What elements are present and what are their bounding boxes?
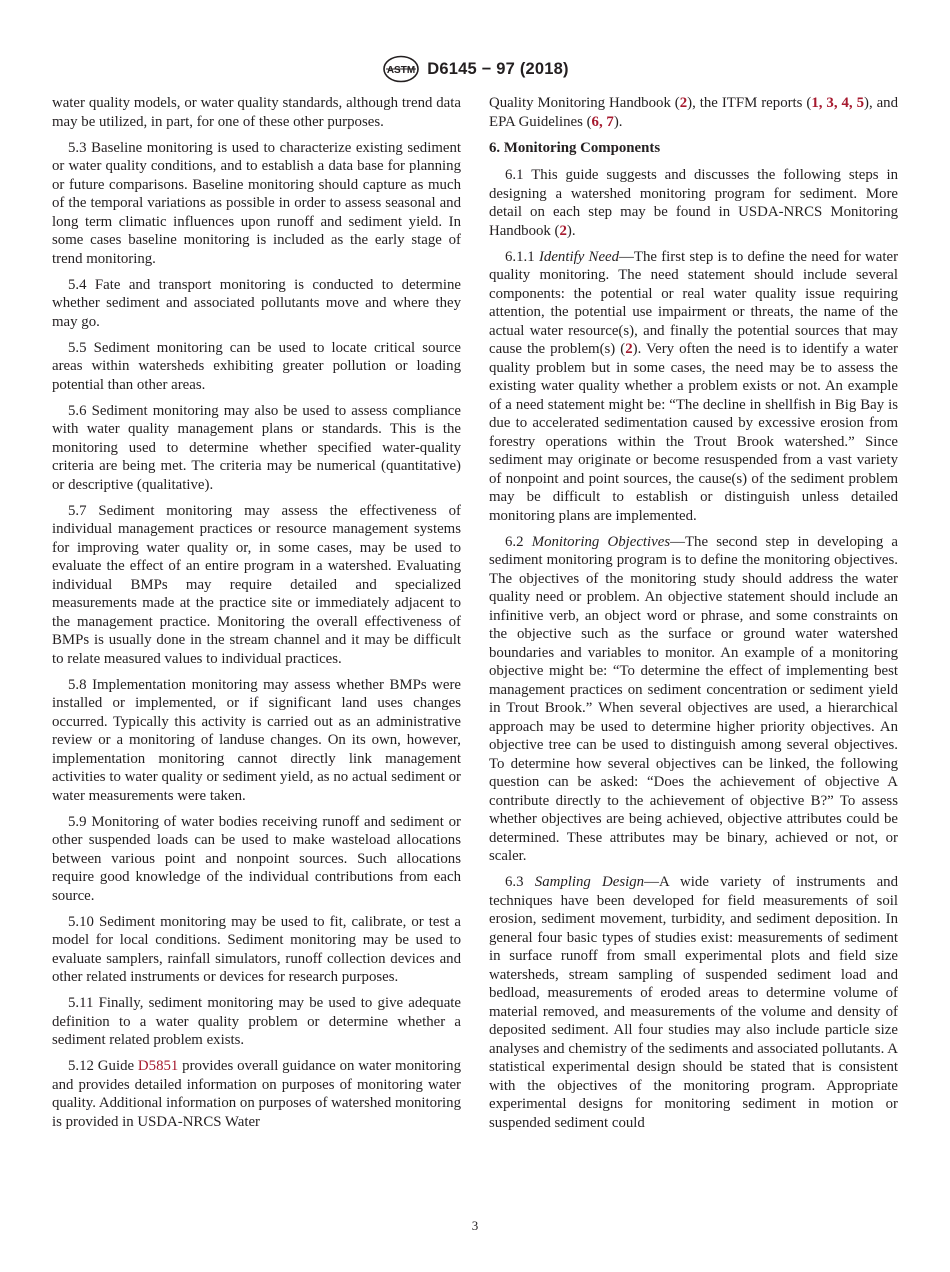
reference-link[interactable]: 4 (841, 95, 849, 111)
paragraph-6-1-1: 6.1.1 Identify Need—The first step is to define the need for water quality monitoring. The need statement should include several components: the potential or real water quality issue requiring attention, the potential use impairment or threats, the name of the actual water resource(s), and finally the potential sources that may cause the problem(s) (2). Very often the need is to identify a water quality problem but in some cases, the need may be to assess the existing water quality whether a problem exists or not. An example of a need statement might be: “The decline in shellfish in Big Bay is due to accelerated sedimentation caused by excessive erosion from forestry operations within the Trout Brook watershed.” Since sediment may originate or become resuspended from a vast variety of nonpoint and point sources, the cause(s) of the sediment problem may be difficult to establish or distinguish unless detailed monitoring plans are implemented. (489, 248, 899, 524)
paragraph-5-8: 5.8 Implementation monitoring may assess whether BMPs were installed or implemented, or if significant land uses changes occurred. Typically this activity is carried out as an administrative review or a monitoring of landuse changes. On its own, however, implementation monitoring cannot directly link management activities to water quality or sediment yield, as no actual sediment or water measurements were taken. (52, 676, 461, 804)
paragraph-6-3: 6.3 Sampling Design—A wide variety of instruments and techniques have been developed for field measurements of soil erosion, sediment movement, turbidity, and sediment deposition. In general four basic types of studies exist: measurements of sediment in surface runoff from small experimental plots and field size watersheds, stream sampling of suspended sediment load and bedload, measurements of eroded areas to determine volume of material removed, and measurements of the volume and density of deposited sediment. All four studies may also include particle size analyses and chemistry of the sediments and associated pollutants. A statistical experimental design should be stated that is consistent with the objectives of the monitoring program. Appropriate experimental designs for monitoring sediment in motion or suspended sediment could (489, 874, 899, 1131)
reference-link[interactable]: 2 (679, 95, 688, 111)
subsection-title: Sampling Design (534, 874, 645, 890)
paragraph-6-1: 6.1 This guide suggests and discusses the following steps in designing a watershed monitoring program for sediment. More detail on each step may be found in USDA-NRCS Monitoring Handbook (2). (489, 167, 898, 239)
paragraph-continued: water quality models, or water quality standards, although trend data may be utilized, in part, for one of these other purposes. (52, 95, 461, 130)
paragraph-5-3: 5.3 Baseline monitoring is used to characterize existing sediment or water quality conditions, and to establish a data base for planning or future comparisons. Baseline monitoring should capture as much of the temporal variations as possible in order to assess seasonal and long term climatic influences upon runoff and sediment yield. In some cases baseline monitoring is included as the early stage of trend monitoring. (52, 139, 461, 267)
left-column (52, 94, 461, 1139)
subsection-title: Monitoring Objectives (531, 533, 671, 550)
page-header (0, 54, 950, 84)
paragraph-5-11: 5.11 Finally, sediment monitoring may be used to give adequate definition to a water quality problem or determine whether a sediment related problem exists. (52, 995, 461, 1048)
reference-link[interactable]: 3 (826, 95, 834, 111)
subsection-title: Identify Need (538, 248, 620, 265)
reference-link[interactable]: 1 (811, 95, 819, 111)
paragraph-5-6: 5.6 Sediment monitoring may also be used to assess compliance with water quality management plans or standards. This is the monitoring used to determine whether specified water-quality criteria are being met. The criteria may be numerical (quantitative) or descriptive (qualitative). (52, 402, 461, 493)
paragraph-5-5: 5.5 Sediment monitoring can be used to locate critical source areas within watersheds exhibiting greater pollution or loading potential than other areas. (52, 339, 461, 393)
paragraph-5-12: 5.12 Guide D5851 provides overall guidance on water monitoring and provides detailed information on purposes of monitoring water quality. Additional information on purposes of watershed monitoring is provided in USDA-NRCS Water (52, 1058, 461, 1130)
reference-link[interactable]: 7 (606, 113, 614, 130)
svg-text:ASTM: ASTM (387, 65, 416, 76)
document-id: D6145 − 97 (2018) (427, 59, 569, 78)
right-column (489, 94, 898, 1140)
paragraph-5-10: 5.10 Sediment monitoring may be used to fit, calibrate, or test a model for local conditions. Sediment monitoring may be used to evaluate samplers, rainfall simulators, runoff collection devices and other related instruments or devices for research purposes. (52, 913, 461, 985)
paragraph-5-9: 5.9 Monitoring of water bodies receiving runoff and sediment or other suspended loads can be used to make wasteload allocations between various point and nonpoint sources. Such allocations require good knowledge of the individual contributions from each source. (52, 813, 461, 904)
paragraph-5-4: 5.4 Fate and transport monitoring is conducted to determine whether sediment and associated pollutants move and where they may go. (52, 276, 461, 330)
paragraph-5-7: 5.7 Sediment monitoring may assess the effectiveness of individual management practices or resource management systems for improving water quality or, in some cases, may be used to evaluate the effect of an entire program in a watershed. Evaluating individual BMPs may require detailed and specialized measurements made at the practice site or immediately adjacent to the management practice. Monitoring the overall effectiveness of BMPs is usually done in the stream channel and it may be difficult to relate measured values to individual practices. (52, 502, 461, 667)
standard-link-d5851[interactable]: D5851 (137, 1058, 179, 1074)
page-number: 3 (471, 1218, 479, 1233)
reference-link[interactable]: 6 (591, 113, 599, 130)
astm-logo-icon (381, 55, 421, 83)
reference-link[interactable]: 2 (559, 222, 567, 239)
section-heading: 6. Monitoring Components (489, 139, 661, 156)
reference-link[interactable]: 2 (625, 341, 633, 357)
paragraph-continued-references: Quality Monitoring Handbook (2), the ITFM reports (1, 3, 4, 5), and EPA Guidelines (6, 7). (489, 95, 899, 130)
reference-link[interactable]: 5 (856, 95, 864, 111)
paragraph-6-2: 6.2 Monitoring Objectives—The second step in developing a sediment monitoring program is to define the monitoring objectives. The objectives of the monitoring study should address the water quality need or problem. An objective statement should include an infinitive verb, an object word or phrase, and some constraints on the objective such as the surface or ground water watershed boundaries and variables to monitor. An example of a monitoring objective might be: “To determine the effect of implementing best management practices on sediment concentration or sediment yield in Trout Brook.” When several objectives are used, a hierarchical approach may be used to determine higher priority objectives. An objective tree can be used to distinguish among several objectives. To determine how several objectives can be linked, the following question can be asked: “Does the achievement of objective A contribute directly to the achievement of objective B?” To assess whether objectives are being achieved, objective attributes could be determined. These attributes may be binary, achieved or not, or scaler. (489, 533, 898, 864)
